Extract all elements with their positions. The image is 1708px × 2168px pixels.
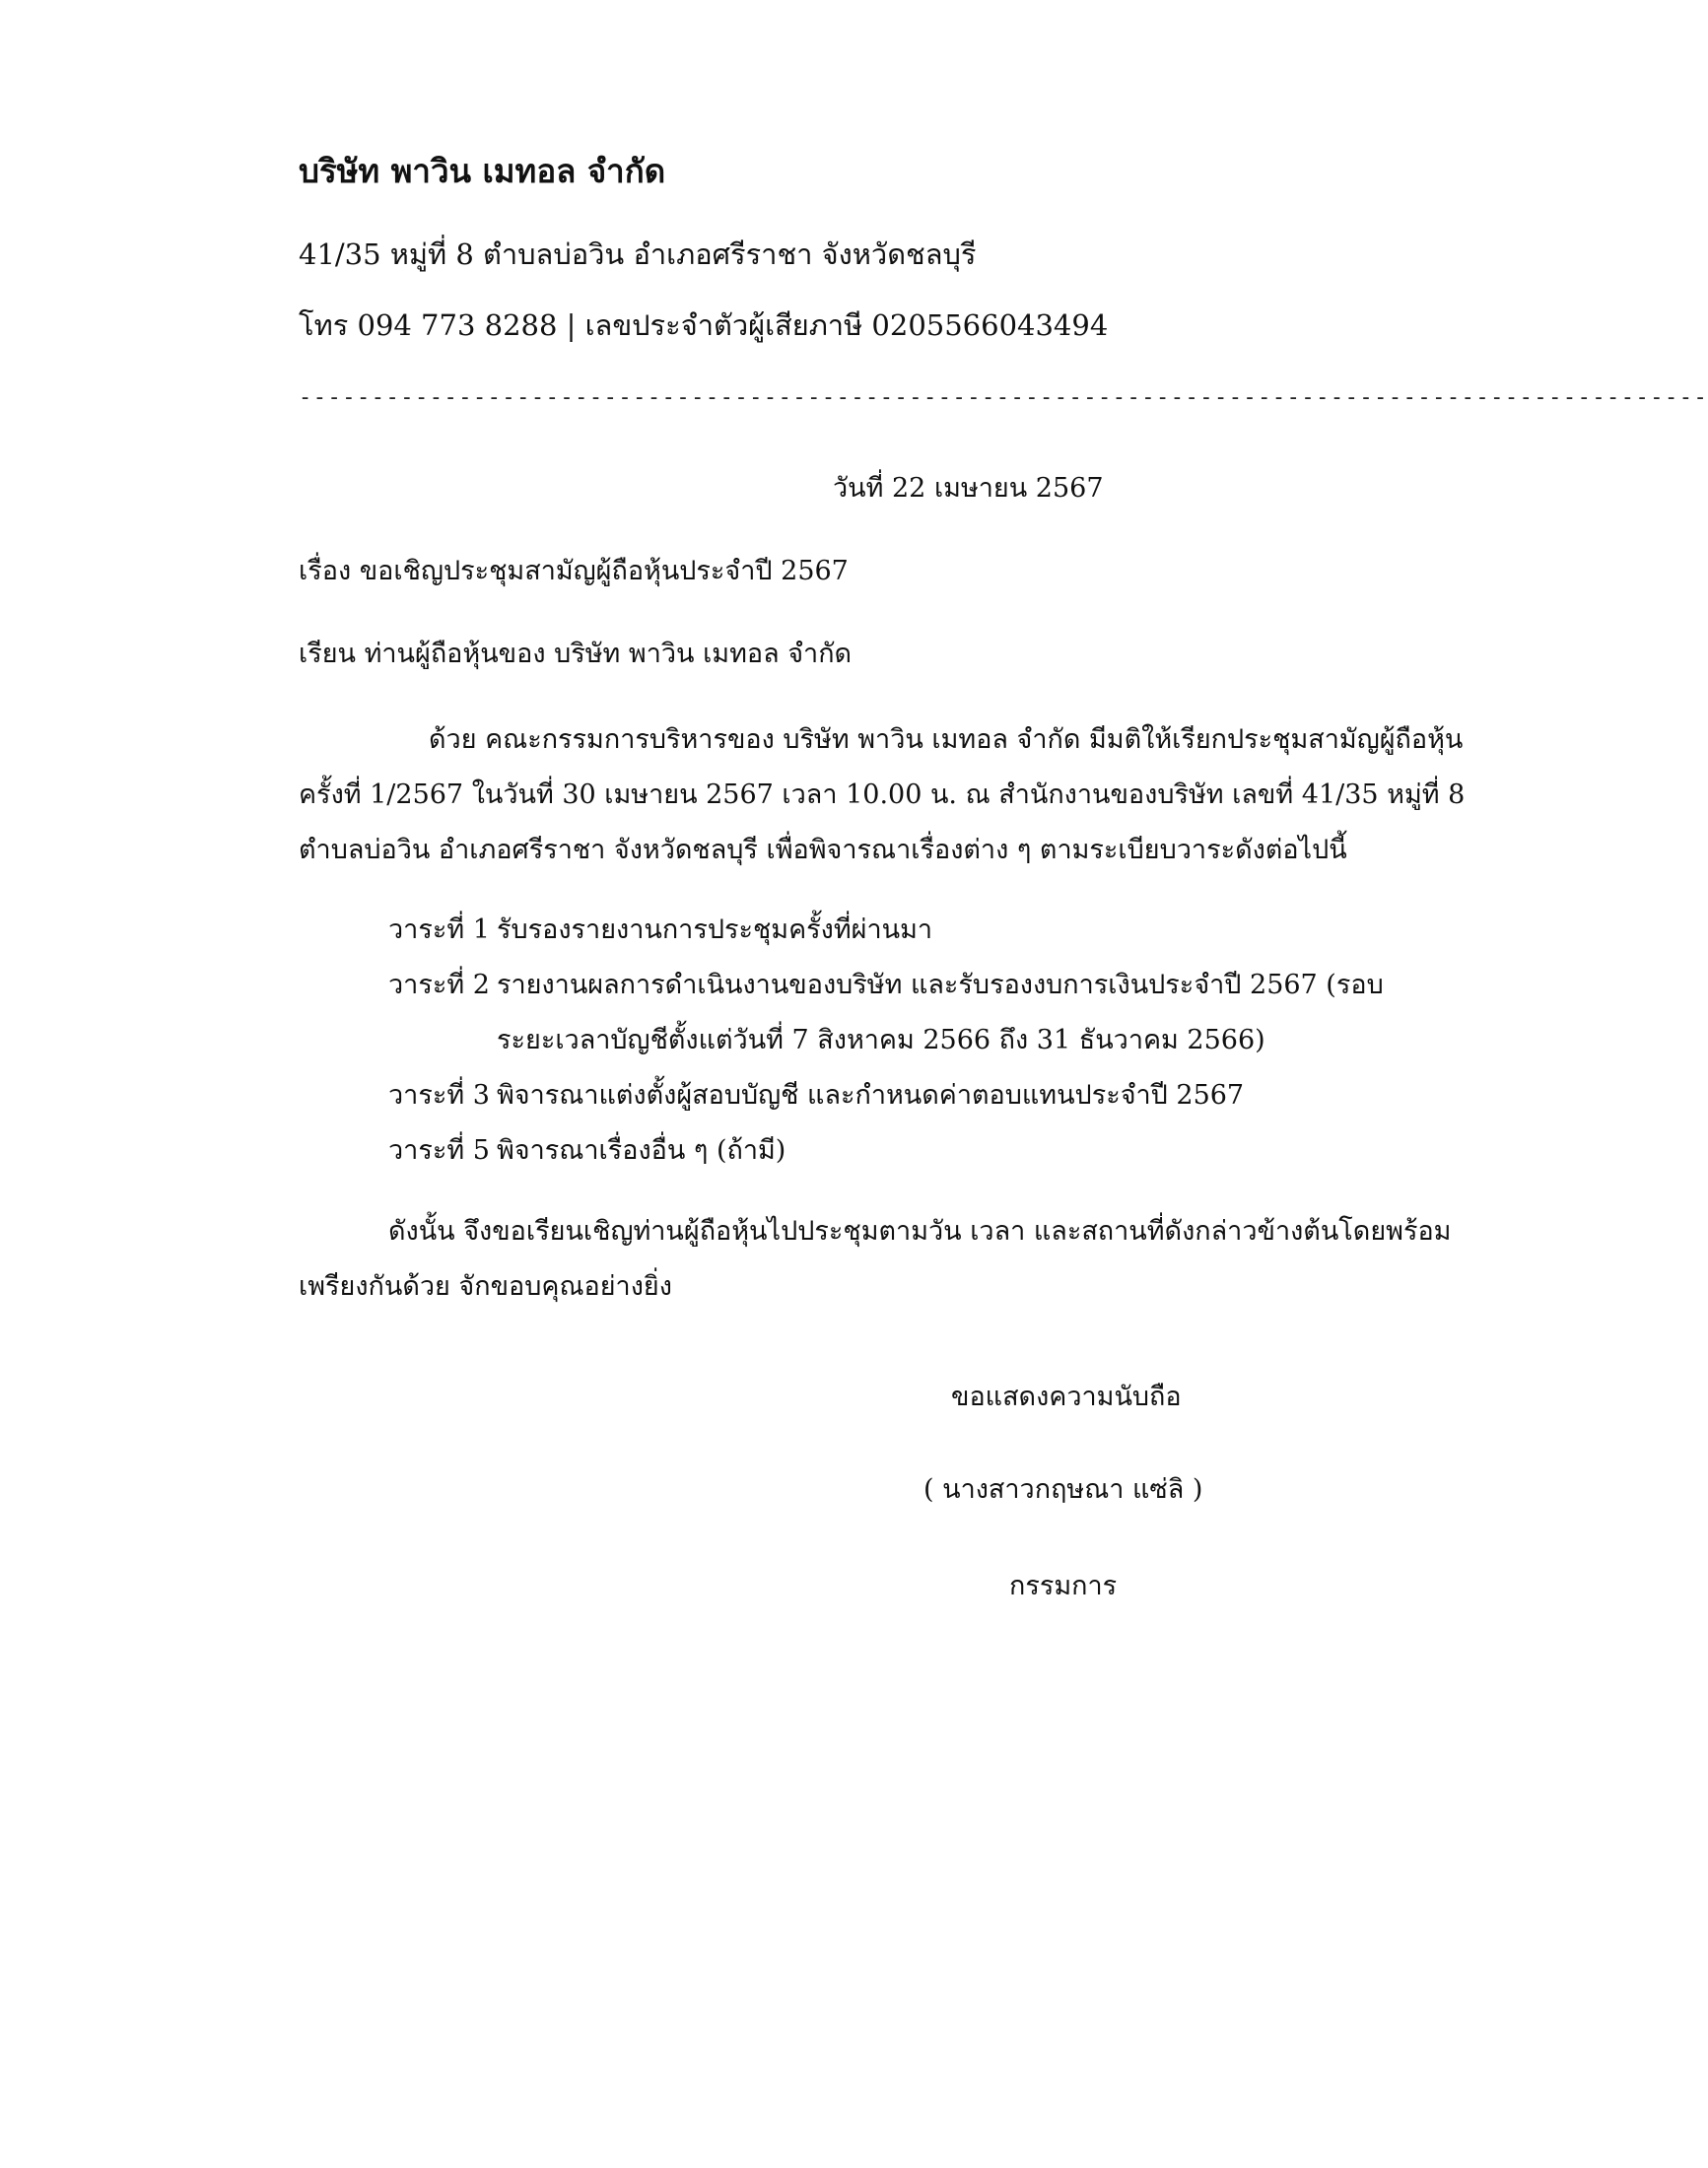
agenda-1-label: วาระที่ 1 <box>388 915 490 945</box>
letter-date: วันที่ 22 เมษายน 2567 <box>833 473 1104 504</box>
intro-line-2: ครั้งที่ 1/2567 ในวันที่ 30 เมษายน 2567 เวลา 10.00 น. ณ สำนักงานของบริษัท เลขที่ 41/35 หมู่ที่ 8 <box>299 779 1466 810</box>
signoff: ขอแสดงความนับถือ <box>951 1382 1182 1412</box>
company-address: 41/35 หมู่ที่ 8 ตำบลบ่อวิน อำเภอศรีราชา จังหวัดชลบุรี <box>299 237 977 271</box>
signer-name: ( นางสาวกฤษณา แซ่ลิ ) <box>923 1474 1203 1505</box>
letter-recipient: เรียน ท่านผู้ถือหุ้นของ บริษัท พาวิน เมทอล จำกัด <box>299 639 853 669</box>
company-contact: โทร 094 773 8288 | เลขประจำตัวผู้เสียภาษี 0205566043494 <box>299 308 1109 342</box>
agenda-2-text-line-2: ระยะเวลาบัญชีตั้งแต่วันที่ 7 สิงหาคม 2566 ถึง 31 ธันวาคม 2566) <box>497 1025 1265 1055</box>
agenda-2-text-line-1: รายงานผลการดำเนินงานของบริษัท และรับรองงบการเงินประจำปี 2567 (รอบ <box>497 970 1384 1000</box>
agenda-1-text: รับรองรายงานการประชุมครั้งที่ผ่านมา <box>497 915 933 945</box>
letter-subject: เรื่อง ขอเชิญประชุมสามัญผู้ถือหุ้นประจำปี 2567 <box>299 556 849 586</box>
agenda-2-label: วาระที่ 2 <box>388 970 490 1000</box>
letterhead-divider: ------------------------------------------------------------------------------------------------- <box>299 385 1708 410</box>
intro-line-3: ตำบลบ่อวิน อำเภอศรีราชา จังหวัดชลบุรี เพื่อพิจารณาเรื่องต่าง ๆ ตามระเบียบวาระดังต่อไปนี้ <box>299 835 1347 865</box>
agenda-3-label: วาระที่ 3 <box>388 1080 490 1111</box>
closing-line-2: เพรียงกันด้วย จักขอบคุณอย่างยิ่ง <box>299 1271 672 1302</box>
agenda-5-text: พิจารณาเรื่องอื่น ๆ (ถ้ามี) <box>497 1135 786 1166</box>
signer-title: กรรมการ <box>1009 1571 1118 1601</box>
intro-line-1: ด้วย คณะกรรมการบริหารของ บริษัท พาวิน เมทอล จำกัด มีมติให้เรียกประชุมสามัญผู้ถือหุ้น <box>429 724 1464 755</box>
agenda-5-label: วาระที่ 5 <box>388 1135 490 1166</box>
company-name: บริษัท พาวิน เมทอล จำกัด <box>299 152 666 190</box>
agenda-3-text: พิจารณาแต่งตั้งผู้สอบบัญชี และกำหนดค่าตอบแทนประจำปี 2567 <box>497 1080 1245 1111</box>
closing-line-1: ดังนั้น จึงขอเรียนเชิญท่านผู้ถือหุ้นไปประชุมตามวัน เวลา และสถานที่ดังกล่าวข้างต้นโดยพร้อม <box>388 1216 1452 1247</box>
